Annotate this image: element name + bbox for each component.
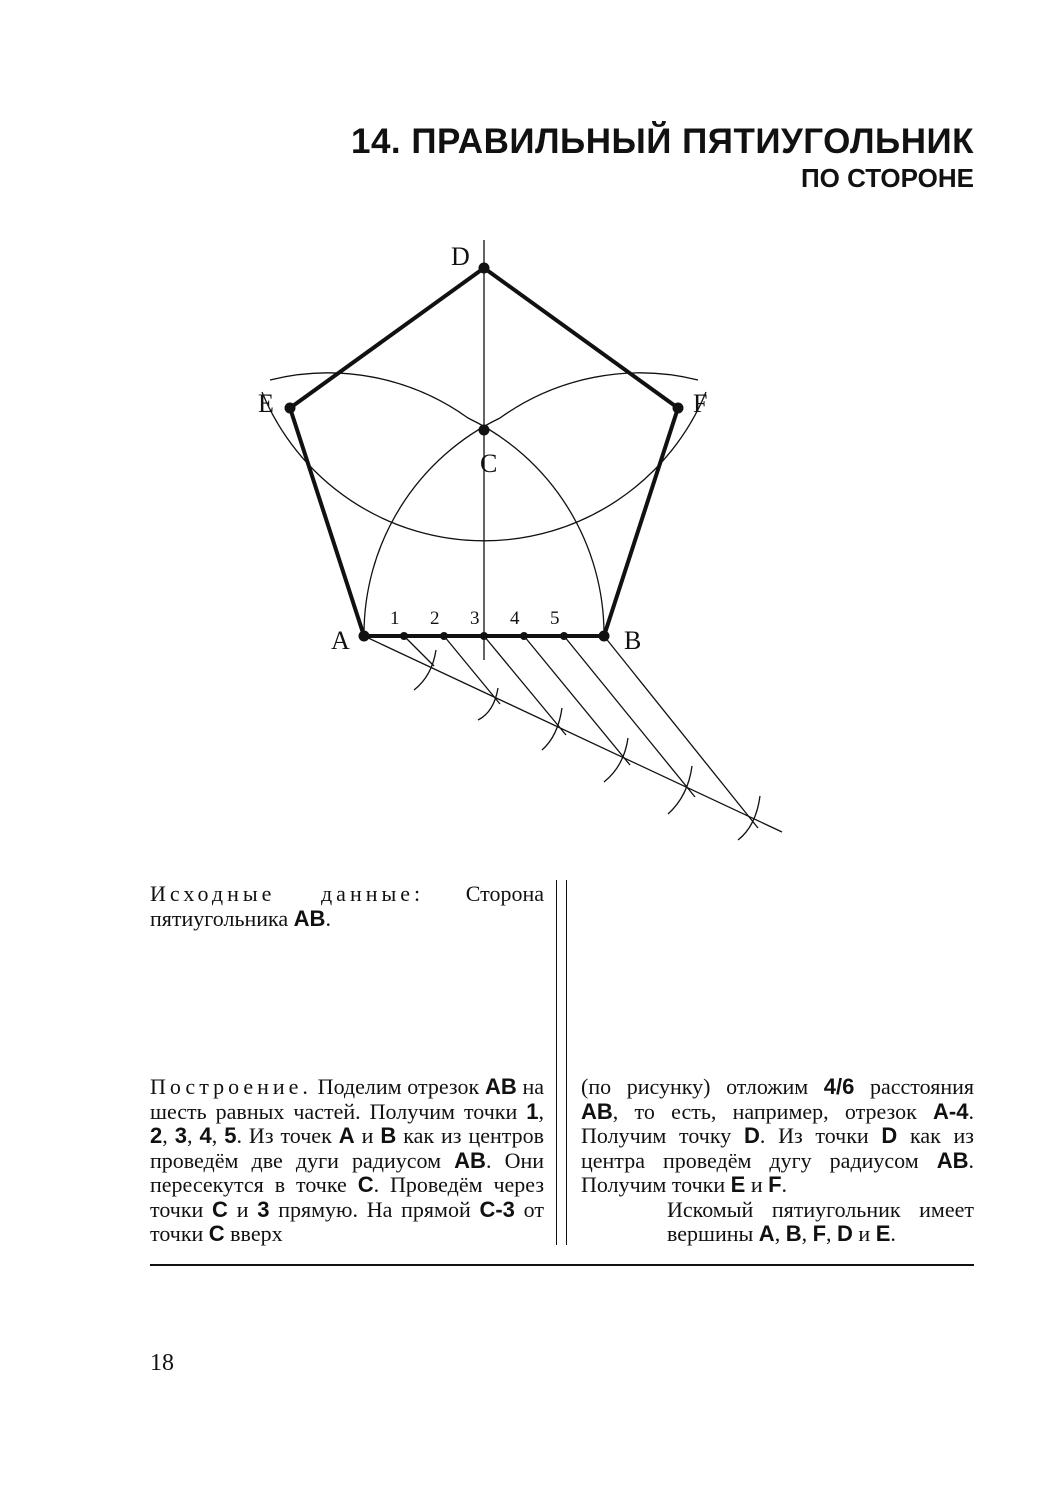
label-d: D: [451, 242, 470, 271]
label-f: F: [693, 389, 708, 418]
point-1: [400, 632, 408, 640]
tick-arc-3: [542, 708, 562, 750]
tick-arc-6: [738, 796, 760, 840]
point-e: [285, 403, 296, 414]
label-4: 4: [510, 608, 520, 629]
label-3: 3: [470, 608, 480, 629]
page-number: 18: [150, 1350, 174, 1376]
point-c: [479, 425, 490, 436]
parallel-line-4: [524, 636, 630, 765]
point-2: [440, 632, 448, 640]
label-2: 2: [430, 608, 440, 629]
point-a: [359, 631, 370, 642]
column-divider-left: [556, 880, 557, 1245]
division-ray: [364, 636, 782, 832]
point-5: [560, 632, 568, 640]
conclusion-line: Искомый пятиугольник имеет вершины A, B, F, D и E.: [667, 1196, 974, 1246]
construction-heading: Построение.: [150, 1074, 312, 1099]
parallel-line-3: [484, 636, 566, 735]
parallel-line-2: [444, 636, 500, 704]
given-heading: Исходные данные:: [150, 881, 425, 906]
title-main: 14. ПРАВИЛЬНЫЙ ПЯТИУГОЛЬНИК: [350, 122, 974, 161]
tick-arc-1: [414, 650, 436, 690]
point-b: [599, 631, 610, 642]
point-3: [480, 632, 488, 640]
point-f: [673, 403, 684, 414]
point-d: [479, 263, 490, 274]
column-divider-right: [566, 880, 567, 1245]
parallel-line-5: [564, 636, 695, 797]
construction-paragraph: Построение. Поделим отрезок AB на шесть равных частей. Получим точки 1, 2, 3, 4, 5. Из точек A и B как из центров проведём две дуги радиусом AB. Они пересекутся в точке C. Проведём через точки C и 3 прямую. На прямой C-3 от точки C вверх: [150, 1074, 545, 1246]
label-b: B: [624, 626, 642, 655]
tick-arc-4: [604, 738, 628, 782]
point-4: [520, 632, 528, 640]
construction-continuation: (по рисунку) отложим 4/6 расстояния AB, то есть, например, отрезок A-4. Получим точку D. Из точки D как из центра проведём дугу радиусом AB. Получим точки E и F. Искомый пятиугольник имеет вершины A, B, F, D и E.: [581, 1074, 974, 1246]
tick-arc-5: [668, 766, 692, 814]
label-a: A: [331, 626, 350, 655]
label-1: 1: [390, 608, 400, 629]
label-e: E: [258, 389, 274, 418]
bottom-rule: [150, 1264, 974, 1266]
given-data-paragraph: Исходные данные: Сторона пятиугольника AB.: [150, 881, 544, 931]
tick-arc-2: [478, 688, 498, 720]
label-5: 5: [550, 608, 560, 629]
title-sub: ПО СТОРОНЕ: [800, 163, 974, 193]
label-c: C: [480, 449, 498, 478]
